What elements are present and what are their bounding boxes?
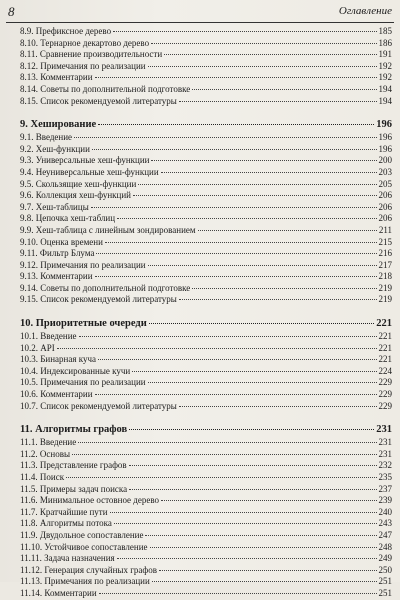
section-number: 10.3.	[20, 354, 38, 365]
section-title: Цепочка хеш-таблиц	[35, 213, 116, 224]
dot-leader	[110, 512, 377, 513]
section-number: 11.13.	[20, 576, 43, 587]
page-number-ref: 229	[378, 389, 392, 400]
dot-leader	[179, 101, 377, 102]
page-number: 8	[8, 4, 15, 19]
toc-entry[interactable]	[20, 248, 392, 260]
page-number-ref: 250	[378, 564, 392, 575]
toc-entry[interactable]	[20, 49, 392, 61]
section-number: 9.3.	[20, 155, 34, 166]
toc-entry[interactable]	[20, 460, 392, 472]
toc-chapter-entry[interactable]	[20, 423, 392, 437]
page-number-ref: 221	[378, 342, 392, 353]
section-title: Хеш-таблицы	[35, 201, 89, 212]
page-number-ref: 196	[378, 132, 392, 143]
page-number-ref: 185	[378, 26, 392, 36]
section-title: Введение	[39, 437, 77, 448]
page-number-ref: 217	[378, 259, 392, 270]
section-number: 8.13.	[20, 72, 38, 83]
page-number-ref: 194	[378, 95, 392, 106]
section-number: 8.11.	[20, 49, 38, 60]
section-number: 11.10.	[20, 541, 43, 552]
toc-entry[interactable]	[20, 495, 392, 507]
page-number-ref: 221	[378, 331, 392, 342]
section-number: 11.2.	[20, 448, 38, 459]
section-title: Коллекция хеш-функций	[35, 190, 132, 201]
toc-entry[interactable]	[20, 553, 392, 565]
chapter-number: 9.	[20, 119, 28, 131]
page-number-ref: 247	[378, 529, 392, 540]
section-title: Префиксное дерево	[35, 26, 112, 36]
section-number: 8.9.	[20, 26, 34, 36]
toc-entry[interactable]	[20, 271, 392, 283]
toc-entry[interactable]	[20, 472, 392, 484]
section-title: Двудольное сопоставление	[39, 529, 144, 540]
dot-leader	[66, 477, 376, 478]
dot-leader	[117, 558, 377, 559]
page-number-ref: 251	[378, 587, 392, 598]
page-number-ref: 219	[378, 294, 392, 305]
section-title: Скользящие хеш-функции	[35, 178, 137, 189]
toc-entry[interactable]	[20, 331, 392, 343]
section-number: 10.1.	[20, 331, 38, 342]
dot-leader	[114, 523, 377, 524]
dot-leader	[95, 77, 377, 78]
section-number: 9.7.	[20, 201, 34, 212]
section-number: 10.7.	[20, 400, 38, 411]
dot-leader	[145, 535, 376, 536]
section-number: 9.14.	[20, 282, 38, 293]
dot-leader	[159, 570, 377, 571]
page-number-ref: 237	[378, 483, 392, 494]
page-number-ref: 206	[378, 201, 392, 212]
dot-leader	[164, 54, 376, 55]
dot-leader	[161, 500, 376, 501]
section-title: Комментарии	[40, 389, 93, 400]
section-title: Устойчивое сопоставление	[44, 541, 148, 552]
page-number-ref: 248	[378, 541, 392, 552]
section-number: 11.1.	[20, 437, 38, 448]
dot-leader	[72, 454, 376, 455]
toc-entry[interactable]	[20, 96, 392, 108]
section-title: Примечания по реализации	[40, 259, 146, 270]
dot-leader	[96, 253, 376, 254]
page-number-ref: 196	[376, 119, 392, 131]
dot-leader	[79, 336, 377, 337]
section-number: 9.12.	[20, 259, 38, 270]
section-title: Примечания по реализации	[40, 377, 146, 388]
page-number-ref: 203	[378, 166, 392, 177]
dot-leader	[78, 442, 376, 443]
page-number-ref: 211	[378, 224, 392, 235]
dot-leader	[149, 323, 375, 324]
toc-entry[interactable]	[20, 576, 392, 588]
dot-leader	[74, 137, 376, 138]
toc-entry[interactable]	[20, 61, 392, 73]
chapter-title: Хеширование	[30, 119, 97, 131]
page-number-ref: 206	[378, 213, 392, 224]
section-title: Список рекомендуемой литературы	[40, 400, 177, 411]
page-number-ref: 218	[378, 271, 392, 282]
toc-entry[interactable]	[20, 132, 392, 144]
toc-chapter-entry[interactable]	[20, 118, 392, 132]
section-number: 11.4.	[20, 472, 38, 482]
section-number: 9.4.	[20, 166, 34, 177]
toc-entry[interactable]	[20, 366, 392, 378]
dot-leader	[113, 31, 376, 32]
page-number-ref: 231	[376, 424, 392, 436]
page-number-ref: 235	[378, 472, 392, 482]
section-title: API	[40, 342, 55, 353]
page-number-ref: 215	[378, 236, 392, 247]
section-title: Кратчайшие пути	[39, 506, 108, 517]
toc-entry[interactable]	[20, 401, 392, 413]
section-number: 9.5.	[20, 178, 34, 189]
section-title: Примечания по реализации	[40, 60, 146, 71]
section-title: Неуниверсальные хеш-функции	[35, 166, 159, 177]
dot-leader	[192, 288, 376, 289]
page-number-ref: 206	[378, 190, 392, 201]
section-number: 11.14.	[20, 587, 43, 598]
section-title: Комментарии	[44, 587, 97, 598]
toc-entry[interactable]	[20, 167, 392, 179]
dot-leader	[150, 547, 377, 548]
page-number-ref: 192	[378, 72, 392, 83]
page-number-ref: 249	[378, 553, 392, 564]
dot-leader	[161, 172, 377, 173]
dot-leader	[98, 359, 376, 360]
section-number: 9.2.	[20, 143, 34, 154]
toc-entry[interactable]	[20, 260, 392, 272]
section-number: 11.7.	[20, 506, 38, 517]
section-title: Примечания по реализации	[44, 576, 150, 587]
page-number-ref: 216	[378, 248, 392, 259]
page-header	[6, 4, 394, 23]
page-number-ref: 221	[378, 354, 392, 365]
toc-entry[interactable]	[20, 179, 392, 191]
toc-entry[interactable]	[20, 144, 392, 156]
section-number: 11.6.	[20, 495, 38, 506]
section-number: 9.10.	[20, 236, 38, 247]
page-number-ref: 186	[378, 37, 392, 48]
dot-leader	[138, 184, 376, 185]
section-title: Введение	[35, 132, 73, 143]
dot-leader	[132, 371, 376, 372]
dot-leader	[179, 299, 377, 300]
toc-entry[interactable]	[20, 237, 392, 249]
dot-leader	[129, 465, 377, 466]
chapter-number: 10.	[20, 318, 34, 330]
page-number-ref: 224	[378, 365, 392, 376]
section-number: 9.13.	[20, 271, 38, 282]
toc-entry[interactable]	[20, 155, 392, 167]
toc-entry[interactable]	[20, 38, 392, 50]
dot-leader	[95, 276, 377, 277]
section-title: Представление графов	[39, 460, 127, 471]
dot-leader	[151, 160, 376, 161]
section-title: Введение	[40, 331, 77, 342]
dot-leader	[148, 382, 377, 383]
section-title: Комментарии	[40, 72, 93, 83]
dot-leader	[92, 149, 377, 150]
section-title: Бинарная куча	[40, 354, 97, 365]
section-number: 8.14.	[20, 83, 38, 94]
section-number: 9.15.	[20, 294, 38, 305]
toc-entry[interactable]	[20, 84, 392, 96]
page-number-ref: 231	[378, 437, 392, 448]
toc-entry[interactable]	[20, 202, 392, 214]
section-number: 11.12.	[20, 564, 43, 575]
dot-leader	[133, 195, 376, 196]
chapter-number: 11.	[20, 424, 33, 436]
section-title: Поиск	[39, 472, 65, 482]
section-number: 9.11.	[20, 248, 38, 259]
page-number-ref: 196	[378, 143, 392, 154]
toc-entry[interactable]	[20, 343, 392, 355]
section-number: 9.8.	[20, 213, 34, 224]
section-number: 11.8.	[20, 518, 38, 529]
section-number: 10.6.	[20, 389, 38, 400]
page-number-ref: 192	[378, 60, 392, 71]
dot-leader	[57, 348, 377, 349]
toc-entry[interactable]	[20, 542, 392, 554]
page-number-ref: 240	[378, 506, 392, 517]
page-number-ref: 231	[378, 448, 392, 459]
toc-entry[interactable]	[20, 565, 392, 577]
dot-leader	[148, 265, 377, 266]
section-number: 11.11.	[20, 553, 42, 564]
dot-leader	[192, 89, 376, 90]
page-number-ref: 200	[378, 155, 392, 166]
dot-leader	[98, 124, 374, 125]
chapter-title: Алгоритмы графов	[35, 424, 128, 436]
toc-entry[interactable]	[20, 449, 392, 461]
toc-entry[interactable]	[20, 225, 392, 237]
section-title: Хеш-таблица с линейным зондированием	[35, 224, 196, 235]
section-title: Генерация случайных графов	[44, 564, 157, 575]
toc-entry[interactable]	[20, 283, 392, 295]
page-number-ref: 205	[378, 178, 392, 189]
section-title: Индексированные кучи	[40, 365, 131, 376]
toc-entry[interactable]	[20, 437, 392, 449]
section-title: Универсальные хеш-функции	[35, 155, 150, 166]
dot-leader	[105, 242, 377, 243]
toc-entry[interactable]	[20, 530, 392, 542]
section-title: Алгоритмы потока	[39, 518, 112, 529]
section-title: Советы по дополнительной подготовке	[40, 282, 191, 293]
section-number: 11.9.	[20, 529, 38, 540]
page-number-ref: 191	[378, 49, 392, 60]
section-title: Советы по дополнительной подготовке	[40, 83, 191, 94]
section-number: 10.5.	[20, 377, 38, 388]
toc-entry[interactable]	[20, 518, 392, 530]
section-title: Список рекомендуемой литературы	[40, 294, 177, 305]
section-title: Минимальное остовное дерево	[39, 495, 160, 506]
dot-leader	[99, 593, 377, 594]
chapter-title: Приоритетные очереди	[35, 318, 147, 330]
section-title: Фильтр Блума	[39, 248, 95, 259]
section-title: Сравнение производительности	[39, 49, 163, 60]
page-number-ref: 232	[378, 460, 392, 471]
toc-entry[interactable]	[20, 72, 392, 84]
section-number: 9.1.	[20, 132, 34, 143]
section-number: 10.4.	[20, 365, 38, 376]
dot-leader	[129, 489, 376, 490]
table-of-contents	[20, 26, 392, 600]
section-number: 9.9.	[20, 224, 34, 235]
dot-leader	[91, 207, 377, 208]
section-title: Тернарное декартово дерево	[40, 37, 150, 48]
section-number: 8.15.	[20, 95, 38, 106]
toc-entry[interactable]	[20, 190, 392, 202]
page-number-ref: 229	[378, 377, 392, 388]
toc-entry[interactable]	[20, 213, 392, 225]
section-title: Основы	[39, 448, 71, 459]
dot-leader	[151, 43, 376, 44]
dot-leader	[117, 218, 376, 219]
section-title: Оценка времени	[40, 236, 103, 247]
toc-entry[interactable]	[20, 294, 392, 306]
toc-entry[interactable]	[20, 588, 392, 600]
section-number: 11.5.	[20, 483, 38, 494]
toc-entry[interactable]	[20, 377, 392, 389]
page-number-ref: 243	[378, 518, 392, 529]
page-number-ref: 239	[378, 495, 392, 506]
toc-entry[interactable]	[20, 389, 392, 401]
dot-leader	[179, 406, 377, 407]
toc-entry[interactable]	[20, 354, 392, 366]
page-number-ref: 221	[376, 318, 392, 330]
running-title: Оглавление	[338, 5, 392, 17]
toc-chapter-entry[interactable]	[20, 317, 392, 331]
dot-leader	[198, 230, 377, 231]
toc-entry[interactable]	[20, 484, 392, 496]
page-number-ref: 219	[378, 282, 392, 293]
dot-leader	[129, 429, 374, 430]
section-title: Комментарии	[40, 271, 93, 282]
section-number: 8.12.	[20, 60, 38, 71]
section-number: 9.6.	[20, 190, 34, 201]
toc-entry[interactable]	[20, 507, 392, 519]
page-number-ref: 194	[378, 83, 392, 94]
section-number: 8.10.	[20, 37, 38, 48]
section-title: Задача назначения	[44, 553, 115, 564]
dot-leader	[148, 66, 377, 67]
section-number: 11.3.	[20, 460, 38, 471]
toc-entry[interactable]	[20, 26, 392, 38]
section-title: Примеры задач поиска	[39, 483, 128, 494]
page-number-ref: 251	[378, 576, 392, 587]
section-title: Список рекомендуемой литературы	[40, 95, 177, 106]
section-number: 10.2.	[20, 342, 38, 353]
section-title: Хеш-функции	[35, 143, 90, 154]
dot-leader	[95, 394, 377, 395]
page-number-ref: 229	[378, 400, 392, 411]
